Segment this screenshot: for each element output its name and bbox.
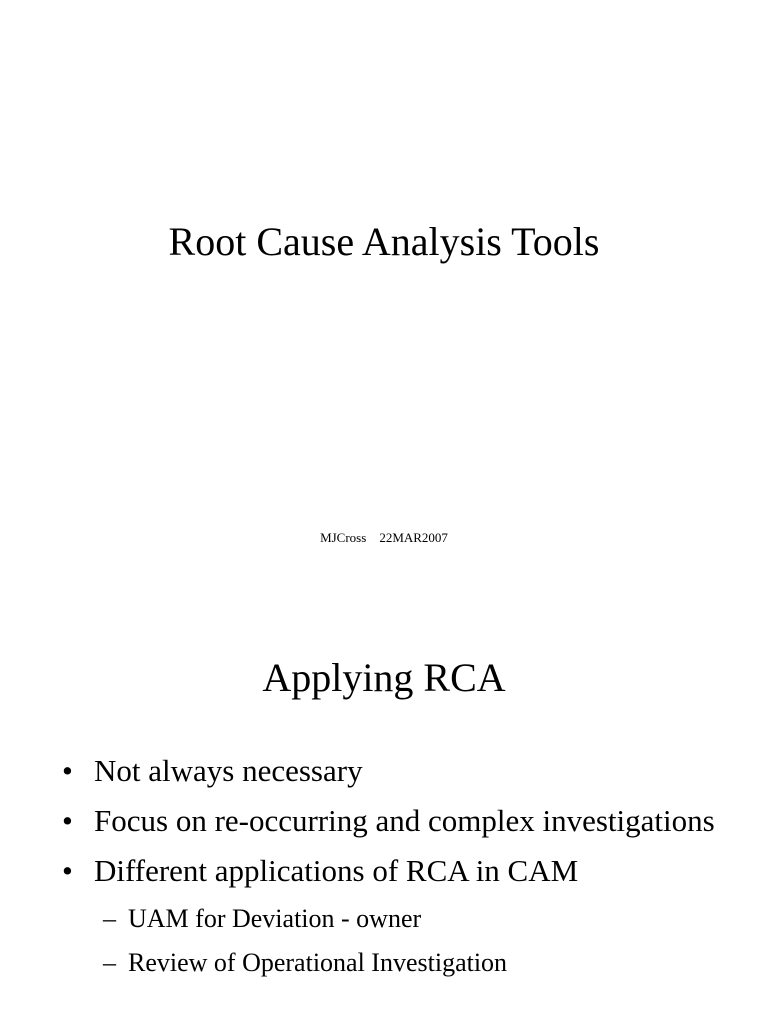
sub-bullet-item bbox=[0, 900, 768, 938]
bullet-text: Different applications of RCA in CAM bbox=[94, 853, 579, 888]
bullet-item bbox=[0, 800, 768, 842]
bullet-item bbox=[0, 850, 768, 892]
bullet-list bbox=[0, 750, 768, 988]
bullet-mark: • bbox=[62, 753, 73, 788]
sub-bullet-text: UAM for Deviation - owner bbox=[128, 904, 422, 933]
bullet-item bbox=[0, 750, 768, 792]
bullet-text: Focus on re-occurring and complex investigations bbox=[94, 803, 715, 838]
sub-bullet-text: Review of Operational Investigation bbox=[128, 948, 508, 977]
presentation-date: 22MAR2007 bbox=[379, 530, 448, 545]
sub-bullet-group bbox=[0, 900, 768, 982]
slide-title: Applying RCA bbox=[262, 655, 506, 700]
bullet-mark: • bbox=[62, 853, 73, 888]
bullet-text: Not always necessary bbox=[94, 753, 363, 788]
bullet-mark: • bbox=[62, 803, 73, 838]
sub-bullet-list bbox=[0, 900, 768, 982]
content-slide bbox=[0, 588, 768, 1024]
sub-bullet-item bbox=[0, 944, 768, 982]
sub-bullet-mark: – bbox=[103, 948, 116, 977]
slide-title: Root Cause Analysis Tools bbox=[168, 219, 600, 264]
sub-bullet-mark: – bbox=[103, 904, 116, 933]
author-name: MJCross bbox=[320, 530, 367, 545]
byline bbox=[0, 530, 768, 546]
